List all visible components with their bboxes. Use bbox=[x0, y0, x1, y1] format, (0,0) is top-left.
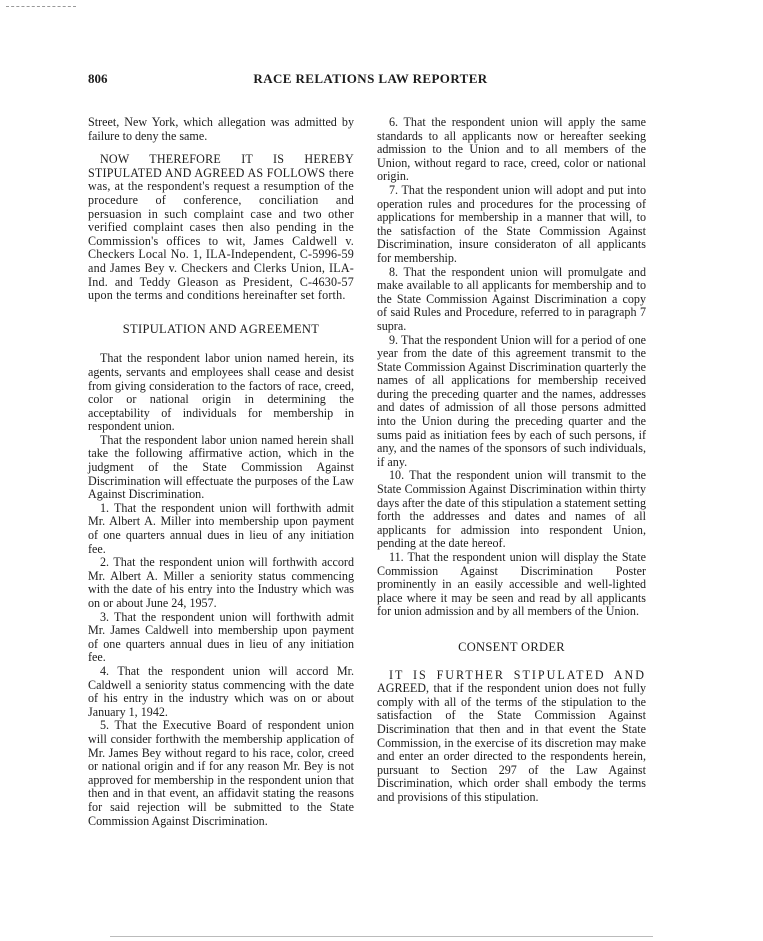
paragraph-cease-desist: That the respondent labor union named herein, its agents, servants and employees shall cease and desist from giving consideration to the factors of race, creed, color or national origin in determining the acceptability of individuals for membership in respondent union. bbox=[88, 351, 354, 434]
paragraph-consent-order bbox=[377, 669, 646, 805]
running-title: RACE RELATIONS LAW REPORTER bbox=[253, 71, 488, 86]
stipulation-item-8: 8. That the respondent union will promulgate and make available to all applicants for membership and to the State Commission Against Discrimination a copy of said Rules and Procedure, referred to in paragraph 7 supra. bbox=[377, 264, 646, 333]
stipulation-item-9: 9. That the respondent Union will for a period of one year from the date of this agreement transmit to the State Commission Against Discrimination quarterly the names of all applications for membership received during the preceding quarter and the names, addresses and dates of admission of all those persons admitted into the Union during the preceding quarter and the sums paid as initiation fees by each of such persons, if any, and the names of the sponsors of such individuals, if any. bbox=[377, 332, 646, 469]
consent-order-lead: IT IS FURTHER STIPULATED AND bbox=[389, 667, 646, 682]
paragraph-stipulation-intro: NOW THEREFORE IT IS HEREBY STIPULATED AND AGREED AS FOLLOWS there was, at the respondent's request a resumption of the procedure of conference, conciliation and persuasion in such complaint case and two other verified complaint cases then also pending in the Commission's offices to wit, James Caldwell v. Checkers Local No. 1, ILA-Independent, C-5996-59 and James Bey v. Checkers and Clerks Union, ILA-Ind. and Teddy Gleason as President, C-4630-57 upon the terms and conditions hereinafter set forth. bbox=[88, 152, 354, 303]
paragraph-affirmative-action: That the respondent labor union named herein shall take the following affirmative action, which in the judgment of the State Commission Against Discrimination will effectuate the purposes of the Law Against Discrimination. bbox=[88, 432, 354, 502]
stipulation-item-3: 3. That the respondent union will forthwith admit Mr. James Caldwell into membership upon payment of one quarters annual dues in lieu of any initiation fee. bbox=[88, 609, 354, 665]
page-number: 806 bbox=[88, 71, 108, 86]
bottom-scan-rule bbox=[110, 936, 653, 937]
section-title-stipulation: STIPULATION AND AGREEMENT bbox=[122, 321, 320, 336]
stipulation-item-7: 7. That the respondent union will adopt and put into operation rules and procedures for the processing of applications for membership in a manner that will, to the satisfaction of the State Commission Against Discrimination, insure consideraton of all applicants for membership. bbox=[377, 182, 646, 265]
stipulation-item-2: 2. That the respondent union will forthwith accord Mr. Albert A. Miller a seniority status commencing with the date of his entry into the Industry which was on or about June 24, 1957. bbox=[88, 555, 354, 610]
left-column bbox=[88, 116, 354, 828]
right-column bbox=[377, 116, 646, 805]
top-scan-rule bbox=[6, 6, 76, 7]
stipulation-item-4: 4. That the respondent union will accord Mr. Caldwell a seniority status commencing with the date of his entry in the industry which was on or about January 1, 1942. bbox=[88, 663, 354, 719]
stipulation-item-6: 6. That the respondent union will apply the same standards to all applicants now or hereafter seeking admission to the Union and to all members of the Union, without regard to race, creed, color or national origin. bbox=[377, 115, 646, 184]
page-header bbox=[88, 71, 653, 89]
section-title-consent-order: CONSENT ORDER bbox=[458, 639, 565, 654]
stipulation-item-11: 11. That the respondent union will display the State Commission Against Discrimination Poster prominently in an easily accessible and well-lighted place where it may be seen and read by all applicants for union admission and by all members of the Union. bbox=[377, 550, 646, 619]
paragraph-continuation: Street, New York, which allegation was admitted by failure to deny the same. bbox=[88, 115, 354, 143]
stipulation-item-5: 5. That the Executive Board of respondent union will consider forthwith the membership application of Mr. James Bey without regard to his race, color, creed or national origin and if for any reason Mr. Bey is not approved for membership in the respondent union that then and in that event, an affidavit stating the reasons for said rejection will be submitted to the State Commission Against Discrimination. bbox=[88, 718, 354, 828]
consent-order-body: AGREED, that if the respondent union does not fully comply with all of the terms of the stipulation to the satisfaction of the State Commission Against Discrimination that then and in that event the State Commission, in the exercise of its discretion may make and enter an order directed to the respondents herein, pursuant to Section 297 of the Law Against Discrimination, which order shall embody the terms and provisions of this stipulation. bbox=[377, 681, 646, 804]
stipulation-item-10: 10. That the respondent union will transmit to the State Commission Against Discrimination within thirty days after the date of this stipulation a statement setting forth the addresses and dates and names of all applicants for admission into respondent Union, pending at the date hereof. bbox=[377, 468, 647, 551]
stipulation-item-1: 1. That the respondent union will forthwith admit Mr. Albert A. Miller into membership upon payment of one quarters annual dues in lieu of any initiation fee. bbox=[88, 500, 354, 556]
